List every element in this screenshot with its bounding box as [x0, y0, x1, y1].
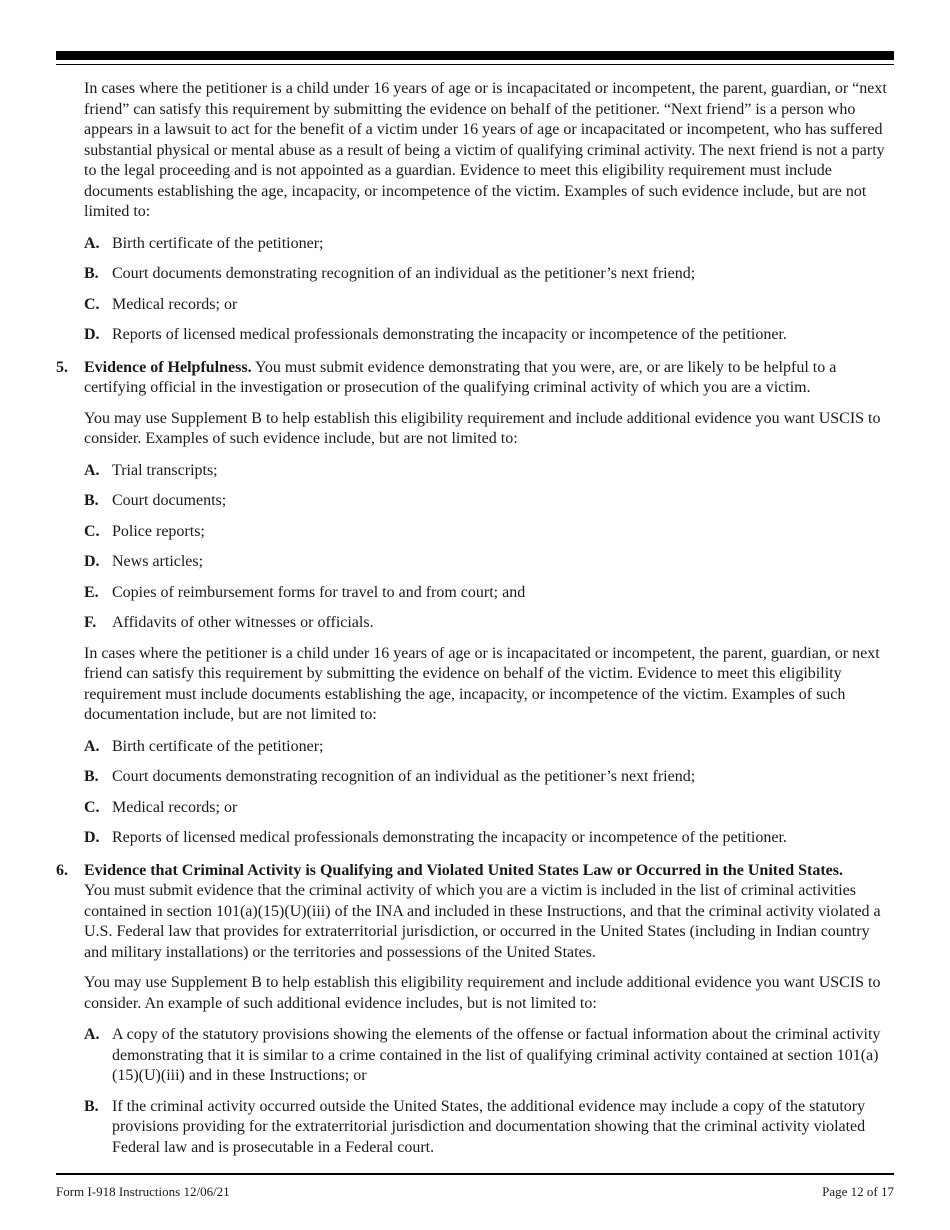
list-item: D. Reports of licensed medical professionals demonstrating the incapacity or incompetence of the petitioner.	[84, 829, 787, 846]
bottom-rule	[56, 1173, 894, 1175]
page-footer	[56, 1184, 894, 1200]
section-6-heading	[56, 861, 894, 964]
section-number: 5.	[56, 358, 68, 376]
list-item: B. If the criminal activity occurred outside the United States, the additional evidence may include a copy of the statutory provisions providing for the extraterritorial jurisdiction and documentation showing that the criminal activity violated Federal law and is prosecutable in a Federal court.	[84, 1097, 866, 1156]
section-5-heading	[56, 358, 894, 399]
list-incapacity-documentation	[56, 737, 894, 849]
section-text: You must submit evidence demonstrating that you were, are, or are likely to be helpful to a certifying official in the investigation or prosecution of the qualifying criminal activity of which you are a victim.	[84, 358, 837, 396]
list-item: D. Reports of licensed medical professionals demonstrating the incapacity or incompetence of the petitioner.	[84, 326, 787, 343]
intro-paragraph: In cases where the petitioner is a child under 16 years of age or is incapacitated or incompetent, the parent, guardian, or “next friend” can satisfy this requirement by submitting the evidence on behalf of the petitioner. “Next friend” is a person who appears in a lawsuit to act for the benefit of a victim under 16 years of age or incapacitated or incompetent, who has suffered substantial physical or mental abuse as a result of being a victim of qualifying criminal activity. The next friend is not a party to the legal proceeding and is not appointed as a guardian. Evidence to meet this eligibility requirement must include documents establishing the age, incapacity, or incompetence of the victim. Examples of such evidence include, but are not limited to:	[84, 80, 887, 220]
list-item: B. Court documents demonstrating recognition of an individual as the petitioner’s next friend;	[84, 768, 696, 785]
top-rule-thin	[56, 64, 894, 65]
form-label: Form I-918 Instructions 12/06/21	[56, 1184, 230, 1199]
top-rule-thick	[56, 51, 894, 60]
list-statutory-evidence	[56, 1025, 894, 1158]
list-item: A. Trial transcripts;	[84, 461, 218, 479]
section-5-paragraph-2: In cases where the petitioner is a child under 16 years of age or is incapacitated or incompetent, the parent, guardian, or next friend can satisfy this requirement by submitting the evidence on behalf of the victim. Evidence to meet this eligibility requirement must include documents establishing the age, incapacity, or incompetence of the victim. Examples of such documentation include, but are not limited to:	[84, 644, 880, 723]
list-helpfulness-evidence	[56, 461, 894, 634]
list-item: D. News articles;	[84, 553, 204, 570]
list-next-friend-evidence	[56, 234, 894, 346]
document-body	[56, 79, 894, 1168]
page-number: Page 12 of 17	[822, 1184, 894, 1199]
list-item: C. Medical records; or	[84, 295, 238, 313]
list-item: A. Birth certificate of the petitioner;	[84, 737, 324, 755]
section-5-paragraph: You may use Supplement B to help establish this eligibility requirement and include additional evidence you want USCIS to consider. Examples of such evidence include, but are not limited to:	[84, 409, 881, 447]
list-item: C. Police reports;	[84, 522, 205, 540]
list-item: A. A copy of the statutory provisions showing the elements of the offense or factual information about the criminal activity demonstrating that it is similar to a crime contained in the list of qualifying criminal activity contained at section 101(a)(15)(U)(iii) and in these Instructions; or	[84, 1026, 881, 1084]
section-title: Evidence of Helpfulness.	[84, 358, 252, 376]
list-item: C. Medical records; or	[84, 798, 238, 816]
section-number: 6.	[56, 861, 68, 879]
list-item: A. Birth certificate of the petitioner;	[84, 234, 324, 252]
list-item: F. Affidavits of other witnesses or officials.	[84, 614, 374, 631]
list-item: E. Copies of reimbursement forms for travel to and from court; and	[84, 583, 526, 601]
section-6-paragraph: You may use Supplement B to help establish this eligibility requirement and include additional evidence you want USCIS to consider. An example of such additional evidence includes, but is not limited to:	[84, 974, 881, 1012]
list-item: B. Court documents;	[84, 492, 227, 509]
section-title: Evidence that Criminal Activity is Qualifying and Violated United States Law or Occurred in the United States.	[84, 861, 843, 879]
list-item: B. Court documents demonstrating recognition of an individual as the petitioner’s next friend;	[84, 265, 696, 282]
section-text: You must submit evidence that the criminal activity of which you are a victim is included in the list of criminal activities contained in section 101(a)(15)(U)(iii) of the INA and included in these Instructions, and that the criminal activity violated a U.S. Federal law that provides for extraterritorial jurisdiction, or occurred in the United States (including in Indian country and military installations) or the territories and possessions of the United States.	[84, 882, 881, 961]
